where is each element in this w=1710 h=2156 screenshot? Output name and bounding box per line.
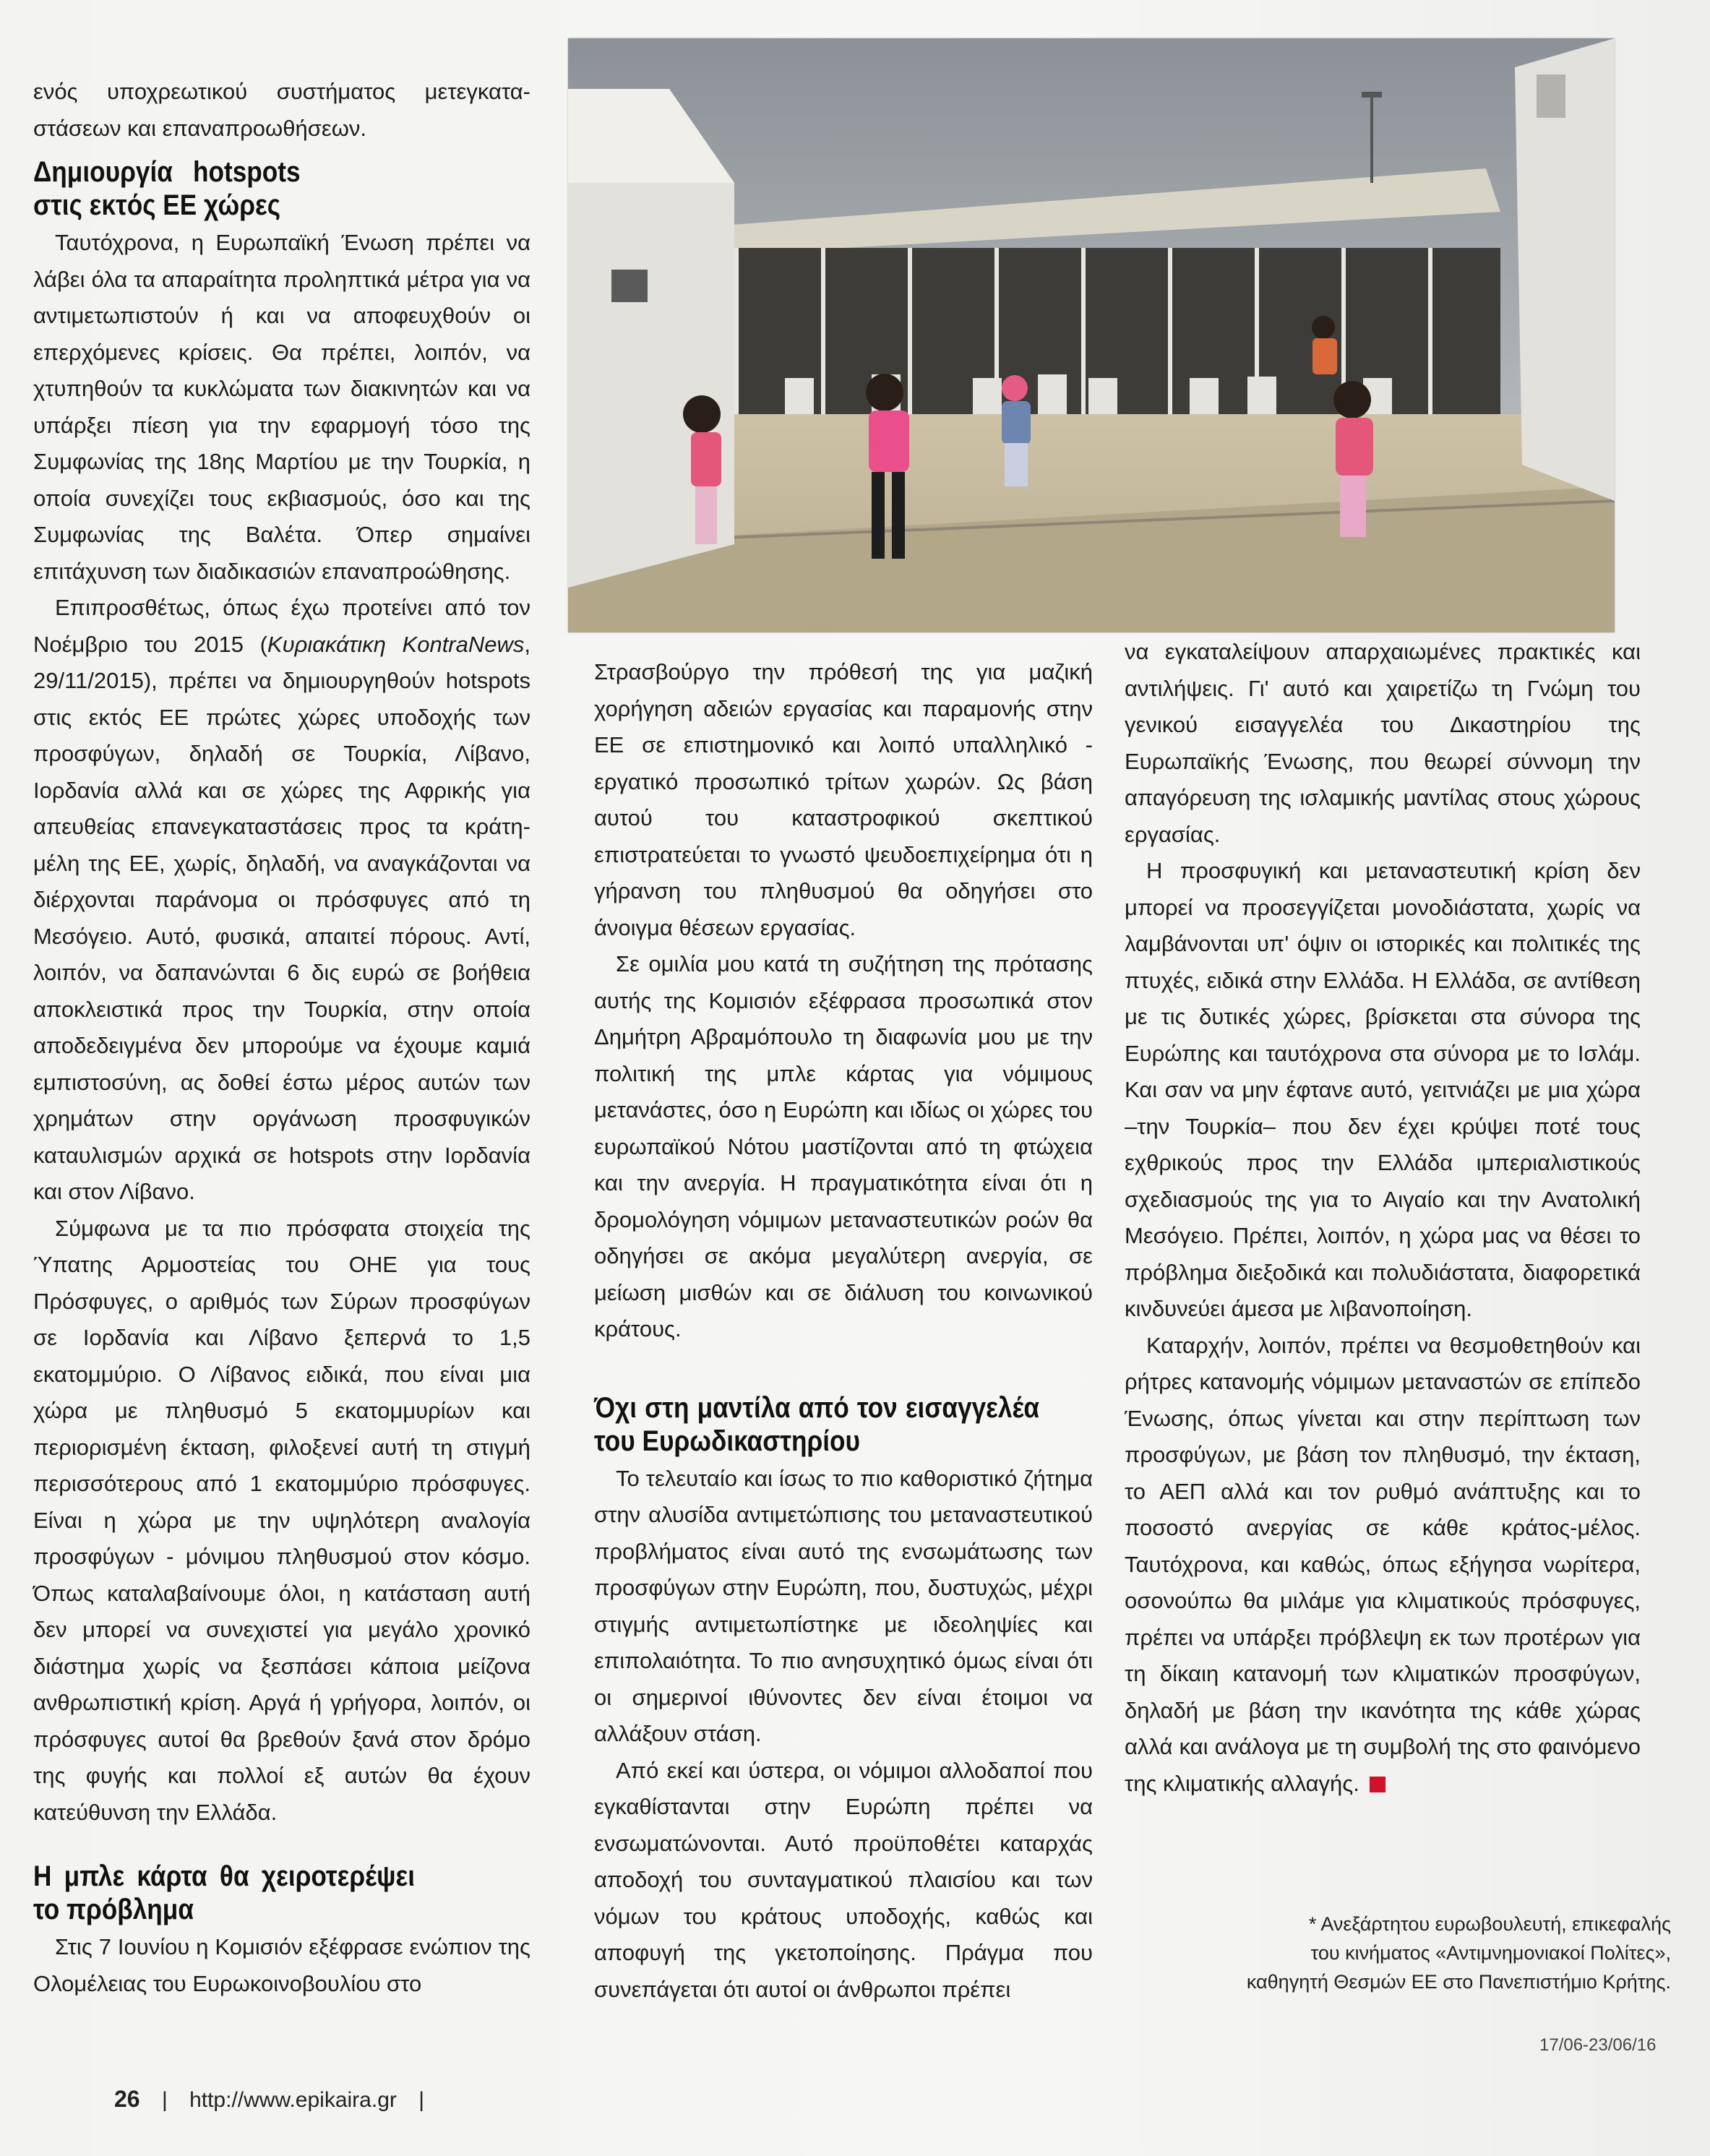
website-link[interactable]: http://www.epikaira.gr bbox=[189, 2088, 397, 2112]
source-citation: Κυριακάτικη KontraNews bbox=[267, 631, 525, 657]
paragraph: Η προσφυγική και μεταναστευτική κρίση δεν μπορεί να προσεγγίζεται μονοδιάστατα, χωρίς να λαμβάνονται υπ' όψιν οι ιστορικές και πολιτικές της πτυχές, ειδικά στην Ελλάδα. Η Ελλάδα, σε αντίθεση με τις δυτικές χώρες, βρίσκεται στα σύνορα της Ευρώπης και ταυτόχρονα στα σύνορα με το Ισλάμ. Και σαν να μην έφτανε αυτό, γειτνιάζει με μια χώρα –την Τουρκία– που δεν έχει κρύψει ποτέ τους εχθρικούς προς την Ελλάδα ιμπεριαλιστικούς σχεδιασμούς της για το Αιγαίο και την Ανατολική Μεσόγειο. Πρέπει, λοιπόν, η χώρα μας να θέσει το πρόβλημα διεξοδικά και πολυδιάστατα, διαφορετικά κινδυνεύει άμεσα με λιβανοποίηση. bbox=[1125, 858, 1641, 1321]
paragraph: Επιπροσθέτως, όπως έχω προτείνει από τον Νοέμβριο του 2015 (Κυριακάτικη KontraNews, 29/11/2015), πρέπει να δημιουργηθούν hotspots στις εκτός ΕΕ πρώτες χώρες υποδοχής των προσφύγων, δηλαδή σε Τουρκία, Λίβανο, Ιορδανία αλλά και σε χώρες της Αφρικής για απευθείας επανεγκαταστάσεις προς τα κράτη-μέλη της ΕΕ, χωρίς, δηλαδή, να αναγκάζονται να διέρχονται παράνομα οι πρόσφυγες από τη Μεσόγειο. Αυτό, φυσικά, απαιτεί πόρους. Αντί, λοιπόν, να δαπανώνται 6 δις ευρώ σε βοήθεια αποκλειστικά προς την Τουρκία, στην οποία αποδεδειγμένα δεν μπορούμε να έχουμε καμιά εμπιστοσύνη, ας δοθεί έστω μέρος αυτών των χρημάτων στην οργάνωση προσφυγικών καταυλισμών αρχικά σε hotspots στην Ιορδανία και στον Λίβανο. bbox=[33, 595, 531, 1204]
section-heading: Δημιουργία hotspots στις εκτός ΕΕ χώρες bbox=[33, 156, 301, 221]
column-1 bbox=[33, 74, 530, 2002]
paragraph: Ταυτόχρονα, η Ευρωπαϊκή Ένωση πρέπει να λάβει όλα τα απαραίτητα προληπτικά μέτρα για να αντιμετωπιστούν ή και να αποφευχθούν οι επερχόμενες κρίσεις. Θα πρέπει, λοιπόν, να χτυπηθούν τα κυκλώματα των διακινητών και να υπάρξει πίεση για την εφαρμογή τόσο της Συμφωνίας της 18ης Μαρτίου με την Τουρκία, η οποία συνεχίζει τους εκβιασμούς, όσο και της Συμφωνίας της Βαλέτα. Όπερ σημαίνει επιτάχυνση των διαδικασιών επαναπροώθησης. bbox=[33, 230, 530, 584]
page-footer bbox=[114, 2086, 440, 2113]
footer-separator: | bbox=[161, 2088, 168, 2112]
page-number: 26 bbox=[114, 2086, 140, 2112]
paragraph: ενός υποχρεωτικού συστήματος μετεγκατα-στάσεων και επαναπροωθήσεων. bbox=[33, 79, 530, 141]
paragraph: Το τελευταίο και ίσως το πιο καθοριστικό ζήτημα στην αλυσίδα αντιμετώπισης του μεταναστευτικού προβλήματος είναι αυτό της ενσωμάτωσης των προσφύγων στην Ευρώπη, που, δυστυχώς, μέχρι στιγμής αντιμετωπίστηκε με ιδεοληψίες και επιπολαιότητα. Το πιο ανησυχητικό όμως είναι ότι οι σημερινοί ιθύνοντες δεν είναι έτοιμοι να αλλάξουν στάση. bbox=[594, 1465, 1093, 1746]
paragraph: Καταρχήν, λοιπόν, πρέπει να θεσμοθετηθούν και ρήτρες κατανομής νόμιμων μεταναστών σε επίπεδο Ένωσης, όπως γίνεται και στην περίπτωση των προσφύγων, με βάση τον πληθυσμό, την έκταση, το ΑΕΠ αλλά και τον ρυθμό ανάπτυξης και το ποσοστό ανεργίας σε κάθε κράτος-μέλος. Ταυτόχρονα, και καθώς, όπως εξήγησα νωρίτερα, οσονούπω θα μιλάμε για κλιματικούς πρόσφυγες, πρέπει να υπάρξει πρόβλεψη εκ των προτέρων για τη δίκαιη κατανομή των κλιματικών προσφύγων, δηλαδή με βάση την ικανότητα της κάθε χώρας αλλά και ανάλογα με τη συμβολή της στο φαινόμενο της κλιματικής αλλαγής. bbox=[1125, 1332, 1641, 1796]
paragraph: να εγκαταλείψουν απαρχαιωμένες πρακτικές και αντιλήψεις. Γι' αυτό και χαιρετίζω τη Γνώμη του γενικού εισαγγελέα του Δικαστηρίου της Ευρωπαϊκής Ένωσης, που θεωρεί σύννομη την απαγόρευση της ισλαμικής μαντίλας στους χώρους εργασίας. bbox=[1125, 639, 1641, 847]
refugee-camp-photo bbox=[568, 38, 1615, 632]
issue-date: 17/06-23/06/16 bbox=[1539, 2035, 1657, 2055]
end-of-article-mark bbox=[1370, 1777, 1385, 1792]
paragraph: Στις 7 Ιουνίου η Κομισιόν εξέφρασε ενώπιον της Ολομέλειας του Ευρωκοινοβουλίου στο bbox=[33, 1934, 530, 1996]
section-heading: Όχι στη μαντίλα από τον εισαγγελέα του Ευρωδικαστηρίου bbox=[594, 1391, 1039, 1457]
column-3 bbox=[1125, 634, 1641, 1802]
column-2 bbox=[594, 654, 1093, 2008]
paragraph: Σε ομιλία μου κατά τη συζήτηση της πρότασης αυτής της Κομισιόν εξέφρασα προσωπικά στον Δημήτρη Αβραμόπουλο τη διαφωνία μου με την πολιτική της μπλε κάρτας για νόμιμους μετανάστες, όσο η Ευρώπη και ιδίως οι χώρες του ευρωπαϊκού Νότου μαστίζονται από τη φτώχεια και την ανεργία. Η πραγματικότητα είναι ότι η δρομολόγηση νόμιμων μεταναστευτικών ροών θα οδηγήσει σε ακόμα μεγαλύτερη ανεργία, σε μείωση μισθών και σε διάλυση του κοινωνικού κράτους. bbox=[594, 951, 1093, 1341]
author-footnote: * Ανεξάρτητου ευρωβουλευτή, επικεφαλής του κινήματος «Αντιμνημονιακοί Πολίτες», καθηγητή Θεσμών ΕΕ στο Πανεπιστήμιο Κρήτης. bbox=[1246, 1913, 1671, 1993]
paragraph: Από εκεί και ύστερα, οι νόμιμοι αλλοδαποί που εγκαθίστανται στην Ευρώπη πρέπει να ενσωματώνονται. Αυτό προϋποθέτει καταρχάς αποδοχή του συνταγματικού πλαισίου και των νόμων του κράτους υποδοχής, καθώς και αποφυγή της γκετοποίησης. Πράγμα που συνεπάγεται ότι αυτοί οι άνθρωποι πρέπει bbox=[594, 1757, 1093, 2002]
paragraph: Σύμφωνα με τα πιο πρόσφατα στοιχεία της Ύπατης Αρμοστείας του ΟΗΕ για τους Πρόσφυγες, ο αριθμός των Σύρων προσφύγων σε Ιορδανία και Λίβανο ξεπερνά το 1,5 εκατομμύριο. Ο Λίβανος ειδικά, που είναι μια χώρα με πληθυσμό 5 εκατομμυρίων και περιορισμένη έκταση, φιλοξενεί αυτή τη στιγμή περισσότερους από 1 εκατομμύριο πρόσφυγες. Είναι η χώρα με την υψηλότερη αναλογία προσφύγων - μόνιμου πληθυσμού στον κόσμο. Όπως καταλαβαίνουμε όλοι, η κατάσταση αυτή δεν μπορεί να συνεχιστεί για μεγάλο χρονικό διάστημα χωρίς να ξεσπάσει κάποια μείζονα ανθρωπιστική κρίση. Αργά ή γρήγορα, λοιπόν, οι πρόσφυγες αυτοί θα βρεθούν ξανά στον δρόμο της φυγής και πολλοί εξ αυτών θα έχουν κατεύθυνση την Ελλάδα. bbox=[33, 1215, 530, 1825]
article-photo bbox=[568, 38, 1615, 632]
footer-separator: | bbox=[418, 2088, 425, 2112]
paragraph: Στρασβούργο την πρόθεσή της για μαζική χορήγηση αδειών εργασίας και παραμονής στην ΕΕ σε επιστημονικό και λοιπό υπαλληλικό - εργατικό προσωπικό τρίτων χωρών. Ως βάση αυτού του καταστροφικού σκεπτικού επιστρατεύεται το γνωστό ψευδοεπιχείρημα ότι η γήρανση του πληθυσμού θα οδηγήσει στο άνοιγμα θέσεων εργασίας. bbox=[594, 659, 1093, 940]
section-heading: Η μπλε κάρτα θα χειροτερέψει το πρόβλημα bbox=[33, 1860, 415, 1925]
